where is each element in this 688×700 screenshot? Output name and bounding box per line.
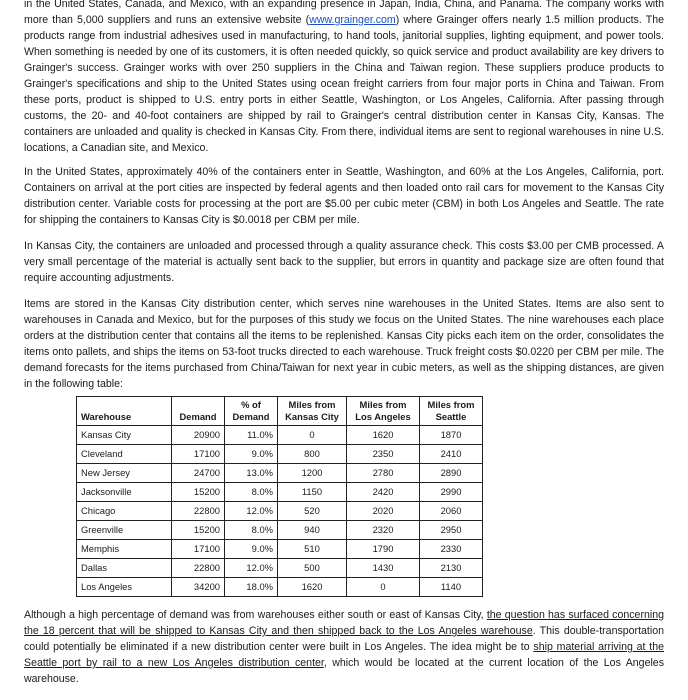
paragraph-port-costs: In the United States, approximately 40% of the containers enter in Seattle, Washington, and 60% at the Los Angeles, California, port. Containers on arrival at the port cities are inspected by federal agents and then loaded onto rail cars for movement to the Kansas City distribution center. Variable costs for processing at the port are $5.00 per cubic meter (CBM) in both Los Angeles and Seattle. The rate for shipping the containers to Kansas City is $0.0018 per CBM per mile. xyxy=(24,166,664,226)
cell-demand: 22800 xyxy=(172,502,225,521)
cell-miles-seattle: 1140 xyxy=(420,578,483,597)
header-demand: Demand xyxy=(172,397,225,426)
paragraph-text: , which would be located at the current location of the Los Angeles warehouse. xyxy=(24,657,664,685)
cell-warehouse: Dallas xyxy=(77,559,172,578)
cell-miles-kc: 500 xyxy=(278,559,347,578)
cell-demand: 15200 xyxy=(172,483,225,502)
cell-pct: 8.0% xyxy=(225,483,278,502)
cell-miles-seattle: 2130 xyxy=(420,559,483,578)
cell-miles-la: 1790 xyxy=(347,540,420,559)
header-miles-seattle: Miles from Seattle xyxy=(420,397,483,426)
table-row xyxy=(77,464,483,483)
cell-miles-seattle: 2950 xyxy=(420,521,483,540)
paragraph-text: in the United States, Canada, and Mexico, with an expanding presence in Japan, India, China, and Panama. The company works with more than 5,000 suppliers and runs an extensive website ( xyxy=(24,0,664,26)
cell-demand: 17100 xyxy=(172,540,225,559)
table-row xyxy=(77,540,483,559)
cell-miles-la: 2020 xyxy=(347,502,420,521)
cell-miles-la: 1620 xyxy=(347,426,420,445)
cell-miles-kc: 1150 xyxy=(278,483,347,502)
header-miles-los-angeles: Miles from Los Angeles xyxy=(347,397,420,426)
cell-miles-kc: 1200 xyxy=(278,464,347,483)
underlined-question: the question has surfaced concerning the 18 percent that will be shipped to Kansas City and then shipped back to the Los Angeles warehouse xyxy=(24,609,665,637)
cell-pct: 9.0% xyxy=(225,445,278,464)
cell-pct: 11.0% xyxy=(225,426,278,445)
cell-miles-la: 2420 xyxy=(347,483,420,502)
header-warehouse: Warehouse xyxy=(77,397,172,426)
cell-demand: 34200 xyxy=(172,578,225,597)
cell-miles-kc: 940 xyxy=(278,521,347,540)
cell-demand: 17100 xyxy=(172,445,225,464)
paragraph-company-overview xyxy=(24,0,664,156)
table-row xyxy=(77,559,483,578)
cell-demand: 15200 xyxy=(172,521,225,540)
cell-miles-la: 0 xyxy=(347,578,420,597)
header-pct-demand: % of Demand xyxy=(225,397,278,426)
header-miles-kansas-city: Miles from Kansas City xyxy=(278,397,347,426)
table-row xyxy=(77,521,483,540)
grainger-website-link[interactable]: www.grainger.com xyxy=(309,14,396,26)
cell-warehouse: Cleveland xyxy=(77,445,172,464)
paragraph-distribution: Items are stored in the Kansas City distribution center, which serves nine warehouses in the United States. Items are also sent to warehouses in Canada and Mexico, but for the purposes of this study we focus on the United States. The nine warehouses each place orders at the distribution center that contains all the items to be replenished. Kansas City picks each item on the order, consolidates the items onto pallets, and ships the items on 53-foot trucks directed to each warehouse. Truck freight costs $0.0220 per CBM per mile. The demand forecasts for the items purchased from China/Taiwan for next year in cubic meters, as well as the shipping distances, are given in the following table: xyxy=(24,298,664,390)
cell-demand: 20900 xyxy=(172,426,225,445)
cell-miles-kc: 520 xyxy=(278,502,347,521)
table-row xyxy=(77,578,483,597)
cell-miles-seattle: 2990 xyxy=(420,483,483,502)
cell-pct: 8.0% xyxy=(225,521,278,540)
paragraph-text: Although a high percentage of demand was from warehouses either south or east of Kansas City, xyxy=(24,609,487,621)
cell-warehouse: Memphis xyxy=(77,540,172,559)
table-header-row xyxy=(77,397,483,426)
cell-demand: 22800 xyxy=(172,559,225,578)
table-row xyxy=(77,445,483,464)
cell-miles-la: 2780 xyxy=(347,464,420,483)
cell-miles-seattle: 1870 xyxy=(420,426,483,445)
underlined-idea: ship material arriving at the Seattle port by rail to a new Los Angeles distribution center xyxy=(24,641,664,669)
cell-pct: 13.0% xyxy=(225,464,278,483)
table-row xyxy=(77,426,483,445)
paragraph-text: ) where Grainger offers nearly 1.5 million products. The products range from industrial adhesives used in manufacturing, to hand tools, janitorial supplies, lighting equipment, and power tools. When something is needed by one of its customers, it is often needed quickly, so quick service and product availability are key drivers to Grainger's success. Grainger works with over 250 suppliers in the China and Taiwan region. These suppliers produce products to Grainger's specifications and ship to the United States using ocean freight carriers from four major ports in China and Taiwan. From these ports, product is shipped to U.S. entry ports in either Seattle, Washington, or Los Angeles, California. After passing through customs, the 20- and 40-foot containers are shipped by rail to Grainger's central distribution center in Kansas City, Kansas. The containers are unloaded and quality is checked in Kansas City. From there, individual items are sent to regional warehouses in nine U.S. locations, a Canadian site, and Mexico. xyxy=(24,14,664,154)
cell-warehouse: Greenville xyxy=(77,521,172,540)
table-row xyxy=(77,483,483,502)
cell-pct: 12.0% xyxy=(225,502,278,521)
cell-warehouse: New Jersey xyxy=(77,464,172,483)
cell-miles-la: 2320 xyxy=(347,521,420,540)
cell-miles-la: 2350 xyxy=(347,445,420,464)
cell-pct: 9.0% xyxy=(225,540,278,559)
cell-warehouse: Los Angeles xyxy=(77,578,172,597)
cell-miles-kc: 1620 xyxy=(278,578,347,597)
cell-miles-kc: 0 xyxy=(278,426,347,445)
cell-miles-seattle: 2410 xyxy=(420,445,483,464)
cell-miles-kc: 510 xyxy=(278,540,347,559)
cell-demand: 24700 xyxy=(172,464,225,483)
cell-miles-seattle: 2060 xyxy=(420,502,483,521)
paragraph-quality-check: In Kansas City, the containers are unloaded and processed through a quality assurance check. This costs $3.00 per CMB processed. A very small percentage of the material is actually sent back to the supplier, but errors in quantity and package size are often found that require accounting adjustments. xyxy=(24,240,664,284)
cell-pct: 12.0% xyxy=(225,559,278,578)
paragraph-text: . This double-transportation could potentially be eliminated if a new distribution center were built in Los Angeles. The idea might be to xyxy=(24,625,664,653)
cell-warehouse: Kansas City xyxy=(77,426,172,445)
cell-miles-seattle: 2890 xyxy=(420,464,483,483)
demand-distance-table xyxy=(76,396,483,597)
table-row xyxy=(77,502,483,521)
cell-warehouse: Jacksonville xyxy=(77,483,172,502)
cell-pct: 18.0% xyxy=(225,578,278,597)
cell-warehouse: Chicago xyxy=(77,502,172,521)
cell-miles-seattle: 2330 xyxy=(420,540,483,559)
cell-miles-kc: 800 xyxy=(278,445,347,464)
cell-miles-la: 1430 xyxy=(347,559,420,578)
paragraph-la-question xyxy=(24,607,664,687)
